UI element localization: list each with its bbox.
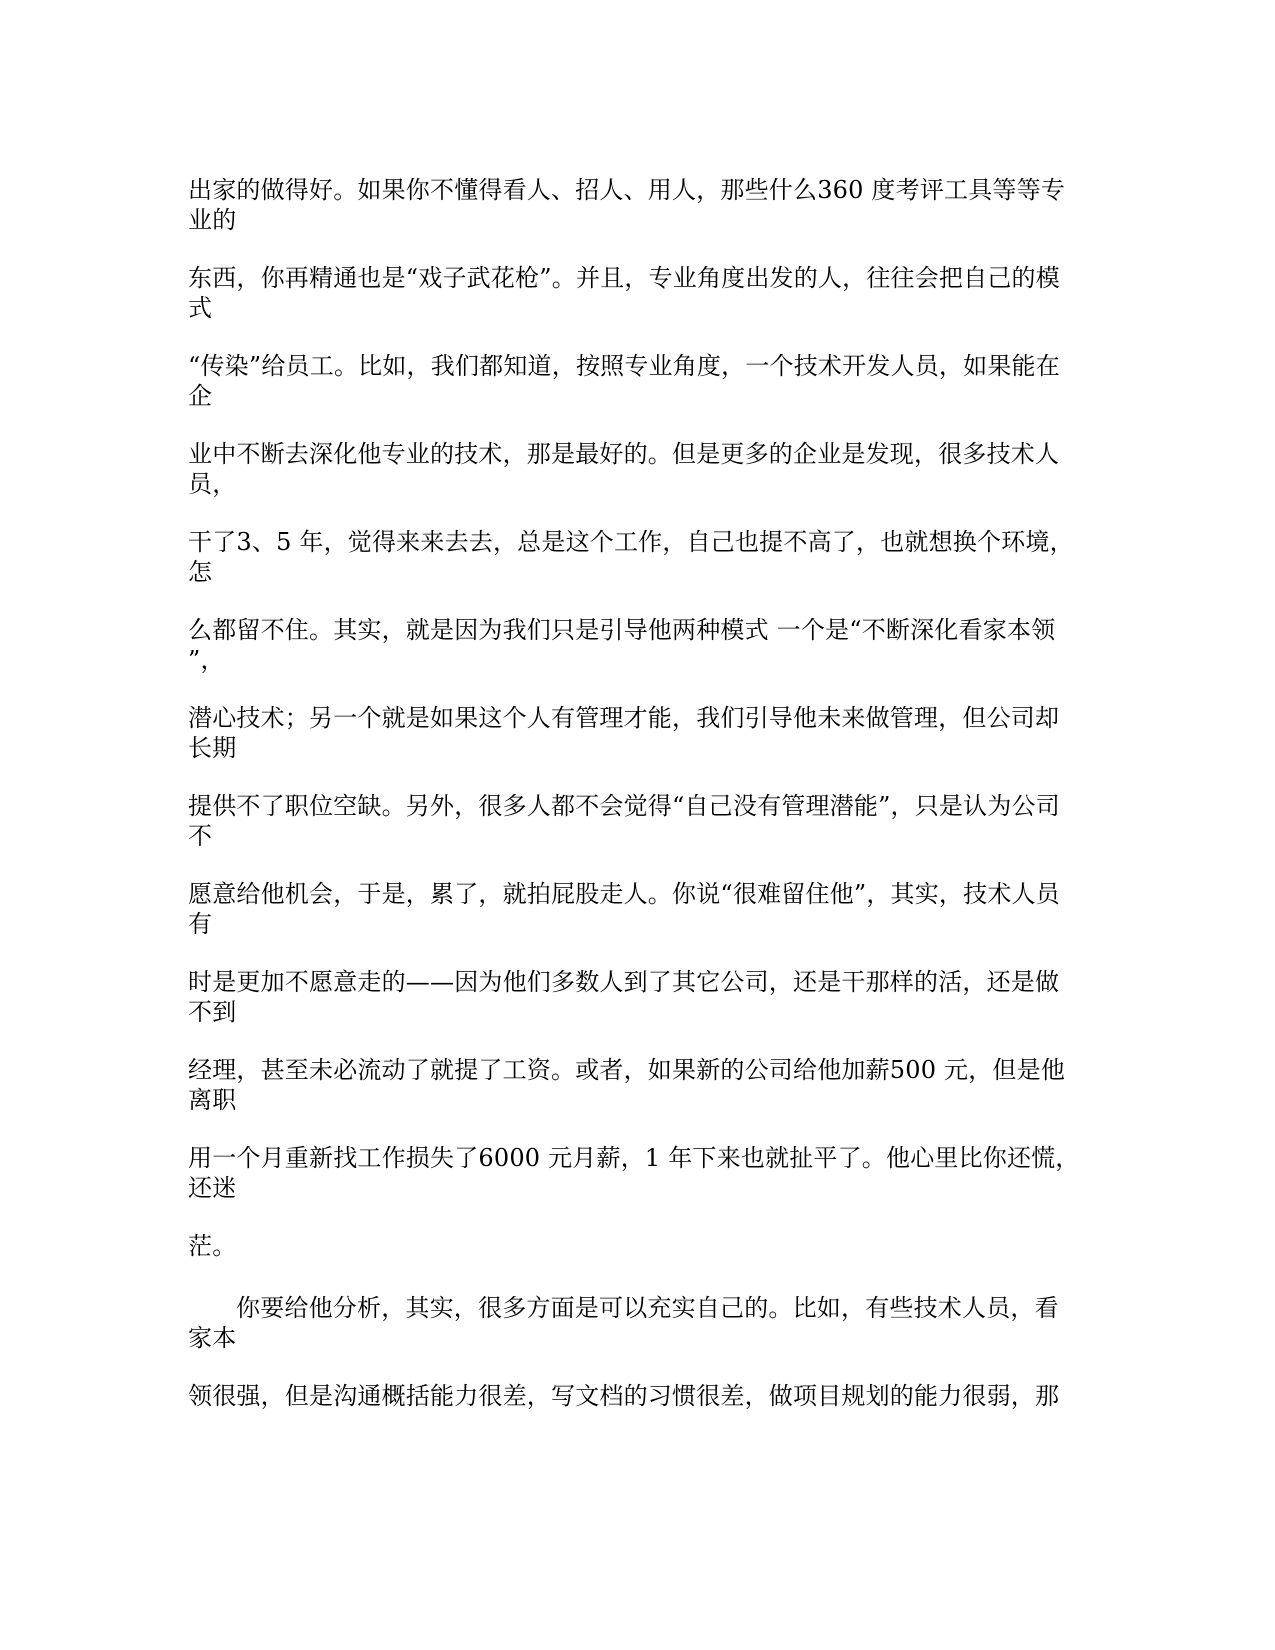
text-line: 式 (188, 294, 213, 322)
text-line: 离职 (188, 1086, 237, 1114)
text-line: 家本 (188, 1324, 237, 1352)
text-line: 员， (188, 470, 237, 498)
text-line: 不到 (188, 998, 237, 1026)
text-line: 时是更加不愿意走的——因为他们多数人到了其它公司，还是干那样的活，还是做 (188, 968, 1060, 996)
text-line: 企 (188, 382, 213, 410)
text-line: 长期 (188, 734, 237, 762)
text-line: 愿意给他机会，于是，累了，就拍屁股走人。你说“很难留住他”，其实，技术人员 (188, 880, 1060, 908)
text-line: 出家的做得好。如果你不懂得看人、招人、用人，那些什么360 度考评工具等等专 (188, 176, 1066, 204)
text-line: 干了3、5 年，觉得来来去去，总是这个工作，自己也提不高了，也就想换个环境， (188, 528, 1074, 556)
text-line: 提供不了职位空缺。另外，很多人都不会觉得“自己没有管理潜能”，只是认为公司 (188, 792, 1060, 820)
text-line: 么都留不住。其实，就是因为我们只是引导他两种模式 一个是“不断深化看家本领 (188, 616, 1056, 644)
text-line: 用一个月重新找工作损失了6000 元月薪，1 年下来也就扯平了。他心里比你还慌， (188, 1144, 1080, 1172)
text-line: 怎 (188, 558, 213, 586)
text-line: “传染”给员工。比如，我们都知道，按照专业角度，一个技术开发人员，如果能在 (188, 352, 1060, 380)
text-line: 你要给他分析，其实，很多方面是可以充实自己的。比如，有些技术人员，看 (236, 1294, 1059, 1322)
text-line: 茫。 (188, 1232, 237, 1260)
text-line: 经理，甚至未必流动了就提了工资。或者，如果新的公司给他加薪500 元，但是他 (188, 1056, 1066, 1084)
text-line: 潜心技术；另一个就是如果这个人有管理才能，我们引导他未来做管理，但公司却 (188, 704, 1060, 732)
text-line: ”， (188, 646, 225, 674)
text-line: 领很强，但是沟通概括能力很差，写文档的习惯很差，做项目规划的能力很弱，那 (188, 1382, 1060, 1410)
text-line: 不 (188, 822, 213, 850)
text-line: 业的 (188, 206, 237, 234)
text-line: 东西，你再精通也是“戏子武花枪”。并且，专业角度出发的人，往往会把自己的模 (188, 264, 1060, 292)
text-line: 有 (188, 910, 213, 938)
text-line: 还迷 (188, 1174, 237, 1202)
text-line: 业中不断去深化他专业的技术，那是最好的。但是更多的企业是发现，很多技术人 (188, 440, 1060, 468)
